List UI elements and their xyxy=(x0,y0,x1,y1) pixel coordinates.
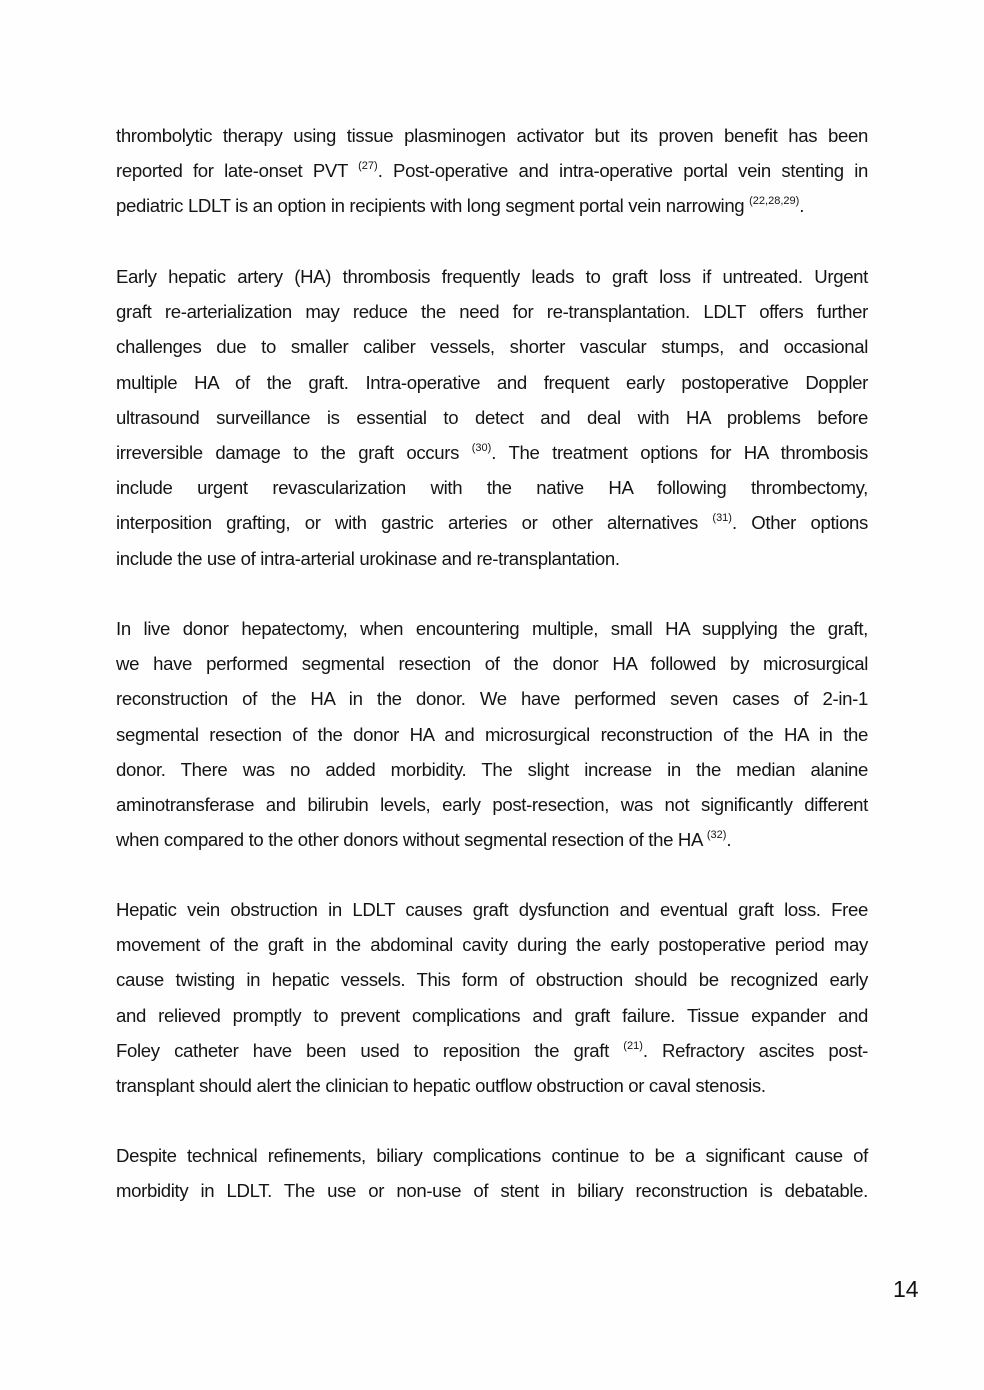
text-line xyxy=(116,646,868,681)
line-text: transplant should alert the clinician to hepatic outflow obstruction or caval stenosis. xyxy=(116,1074,766,1096)
text-line xyxy=(116,400,868,435)
paragraph-hepatic-artery xyxy=(116,259,868,576)
paragraph-biliary xyxy=(116,1138,868,1208)
line-text: interposition grafting, or with gastric arteries or other alternatives xyxy=(116,512,713,534)
text-line xyxy=(116,681,868,716)
text-line xyxy=(116,611,868,646)
line-text: In live donor hepatectomy, when encountering multiple, small HA supplying the graft, xyxy=(116,618,868,639)
line-text: . xyxy=(726,829,732,851)
paragraph-live-donor xyxy=(116,611,868,857)
line-text: . xyxy=(799,195,805,217)
line-text: pediatric LDLT is an option in recipients with long segment portal vein narrowing xyxy=(116,195,750,217)
text-line xyxy=(116,435,868,470)
text-line xyxy=(116,927,868,962)
text-line xyxy=(116,118,868,153)
citation-superscript: (31) xyxy=(712,512,732,525)
text-line xyxy=(116,505,868,540)
text-line xyxy=(116,153,868,188)
text-line xyxy=(116,541,868,576)
citation-superscript: (22,28,29) xyxy=(749,195,800,208)
line-text: . Other options xyxy=(731,512,868,534)
line-text: movement of the graft in the abdominal cavity during the early postoperative period may xyxy=(116,934,868,956)
text-line xyxy=(116,892,868,927)
text-line xyxy=(116,998,868,1033)
line-text: segmental resection of the donor HA and microsurgical reconstruction of the HA in the xyxy=(116,723,868,745)
line-text: include urgent revascularization with the native HA following thrombectomy, xyxy=(116,477,868,499)
line-text: challenges due to smaller caliber vessels, shorter vascular stumps, and occasional xyxy=(116,336,868,358)
line-text: thrombolytic therapy using tissue plasminogen activator but its proven benefit has been xyxy=(116,125,868,146)
text-line xyxy=(116,294,868,329)
text-line xyxy=(116,1068,868,1103)
text-line xyxy=(116,822,868,857)
line-text: when compared to the other donors without segmental resection of the HA xyxy=(116,829,707,851)
text-line xyxy=(116,188,868,223)
text-line xyxy=(116,787,868,822)
text-line xyxy=(116,1138,868,1173)
citation-superscript: (27) xyxy=(358,160,378,173)
line-text: and relieved promptly to prevent complications and graft failure. Tissue expander and xyxy=(116,1004,868,1026)
line-text: graft re-arterialization may reduce the need for re-transplantation. LDLT offers further xyxy=(116,301,868,323)
page-number: 14 xyxy=(893,1276,919,1302)
line-text: irreversible damage to the graft occurs xyxy=(116,441,472,463)
line-text: Despite technical refinements, biliary complications continue to be a significant cause of xyxy=(116,1145,868,1166)
text-line xyxy=(116,1033,868,1068)
line-text: cause twisting in hepatic vessels. This form of obstruction should be recognized early xyxy=(116,969,868,991)
text-line xyxy=(116,752,868,787)
line-text: aminotransferase and bilirubin levels, early post-resection, was not significantly different xyxy=(116,793,868,815)
text-line xyxy=(116,1173,868,1208)
line-text: . Refractory ascites post- xyxy=(642,1039,869,1061)
paragraph-hepatic-vein xyxy=(116,892,868,1103)
text-line xyxy=(116,962,868,997)
line-text: donor. There was no added morbidity. The slight increase in the median alanine xyxy=(116,758,868,780)
paragraph-portal-vein xyxy=(116,118,868,224)
line-text: morbidity in LDLT. The use or non-use of stent in biliary reconstruction is debatable. xyxy=(116,1180,868,1202)
citation-superscript: (30) xyxy=(471,441,492,454)
text-line xyxy=(116,329,868,364)
line-text: include the use of intra-arterial urokinase and re-transplantation. xyxy=(116,547,620,569)
line-text: reconstruction of the HA in the donor. We have performed seven cases of 2-in-1 xyxy=(116,688,868,710)
line-text: we have performed segmental resection of the donor HA followed by microsurgical xyxy=(116,653,868,675)
line-text: multiple HA of the graft. Intra-operative and frequent early postoperative Doppler xyxy=(116,371,868,393)
line-text: Foley catheter have been used to reposition the graft xyxy=(116,1039,624,1061)
text-line xyxy=(116,470,868,505)
line-text: ultrasound surveillance is essential to detect and deal with HA problems before xyxy=(116,406,868,428)
line-text: . The treatment options for HA thrombosis xyxy=(491,441,868,463)
line-text: Early hepatic artery (HA) thrombosis frequently leads to graft loss if untreated. Urgent xyxy=(116,266,868,287)
line-text: Hepatic vein obstruction in LDLT causes graft dysfunction and eventual graft loss. Free xyxy=(116,899,868,920)
text-line xyxy=(116,717,868,752)
citation-superscript: (32) xyxy=(706,829,727,842)
line-text: . Post-operative and intra-operative portal vein stenting in xyxy=(377,160,868,182)
line-text: reported for late-onset PVT xyxy=(116,160,359,182)
text-line xyxy=(116,365,868,400)
citation-superscript: (21) xyxy=(623,1039,643,1052)
text-line xyxy=(116,259,868,294)
